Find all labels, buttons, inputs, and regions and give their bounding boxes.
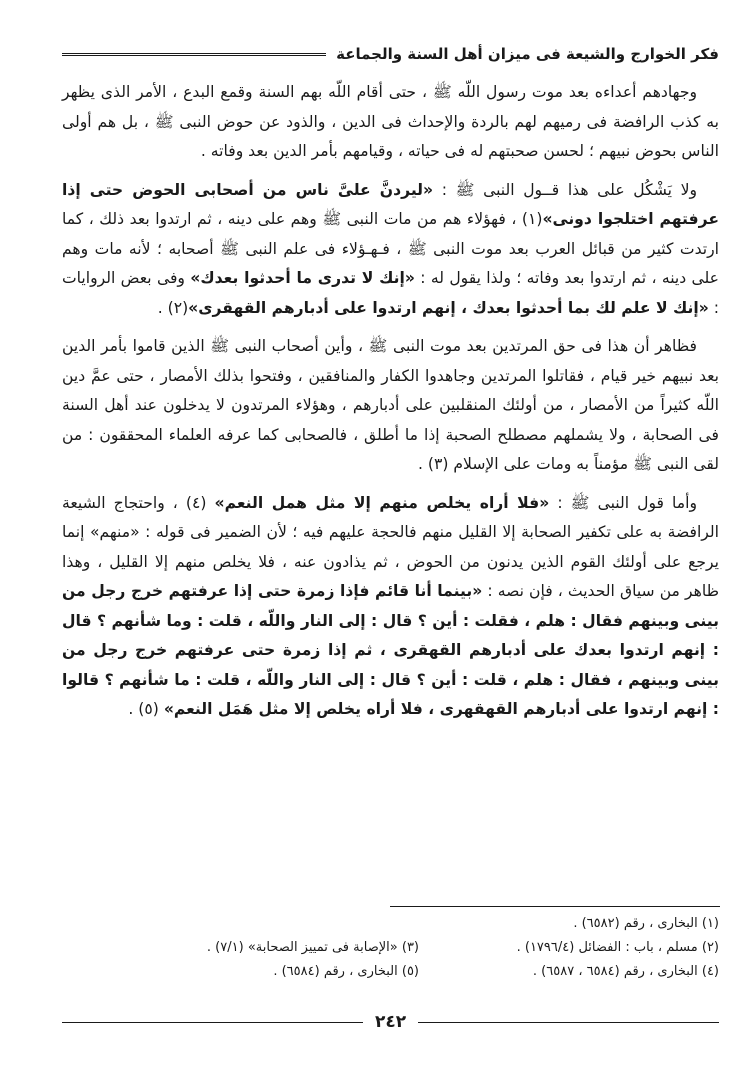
paragraph-3-text: فظاهر أن هذا فى حق المرتدين بعد موت النبى ﷺ ، وأين أصحاب النبى ﷺ الذين قاموا بأمر الدين بعد نبيهم خير قيام ، فقاتلوا المرتدين وجاهدوا الكفار والمنافقين ، وفتحوا بذلك الأمصار ، حتى عمَّ دين اللّه كثيراً من الأمصار ، من أولئك المنقلبين على أدبارهم ، وهؤلاء المرتدون لا يدخلون عند أهل السنة فى الصحابة ، ولا يشملهم مصطلح الصحبة إذا ما أطلق ، فالصحابى كما عرفه العلماء المحققون : من لقى النبى ﷺ مؤمناً به ومات على الإسلام (٣) . bbox=[62, 337, 719, 473]
hadith-quote-3: «إنك لا علم لك بما أحدثوا بعدك ، إنهم ارتدوا على أدبارهم القهقرى» bbox=[188, 298, 709, 317]
page-number: ٢٤٢ bbox=[374, 1012, 407, 1032]
paragraph-1-text: وجهادهم أعداءه بعد موت رسول اللّه ﷺ ، حتى أقام اللّه بهم السنة وقمع البدع ، الأمر الذى يظهر به كذب الرافضة فى رميهم لهم بالردة والإحداث فى الدين ، والذود عن حوض النبى ﷺ ، بل هم أولى الناس بحوض نبيهم ؛ لحسن صحبتهم له فى حياته ، وقيامهم بأمر الدين بعد وفاته . bbox=[62, 83, 719, 160]
footnote-row-1 bbox=[62, 912, 719, 936]
paragraph-2-text-2: (١) ، فهؤلاء هم من مات النبى ﷺ وهم على دينه ، ثم ارتدوا بعد ذلك ، كما ارتدت كثير من قبائل العرب بعد موت النبى ﷺ ، فـهـؤلاء فى علم النبى ﷺ أصحابه ؛ لأنه مات وهم على دينه ، ثم ارتدوا بعد وفاته ؛ ولذا يقول له : bbox=[62, 210, 719, 287]
page-number-bar bbox=[62, 1010, 719, 1034]
paragraph-4-text-2: (٤) ، واحتجاج الشيعة الرافضة به على تكفير الصحابة إلا القليل منهم فالحجة عليهم فيه ؛ لأن الضمير فى قوله : «منهم» إنما يرجع على أولئك القوم الذين يدنون من الحوض ، ثم يذادون عنه ، فلا يخلص منهم إلا القليل ، وهذا ظاهر من سياق الحديث ، فإن نصه : bbox=[62, 493, 719, 600]
page-number-rule-left bbox=[62, 1022, 363, 1023]
footnotes bbox=[62, 912, 719, 984]
paragraph-2-text-3: وفى بعض الروايات : bbox=[62, 269, 719, 317]
body-text bbox=[62, 78, 719, 734]
footnote-3: (٣) «الإصابة فى تمييز الصحابة» (٧/١) . bbox=[206, 940, 419, 955]
paragraph-1 bbox=[62, 78, 719, 167]
hadith-quote-1: «ليردنَّ علىَّ ناس من أصحابى الحوض حتى إذا عرفتهم اختلجوا دونى» bbox=[62, 180, 719, 228]
paragraph-3 bbox=[62, 332, 719, 480]
footnote-1: (١) البخارى ، رقم (٦٥٨٢) . bbox=[573, 916, 719, 931]
footnote-5: (٥) البخارى ، رقم (٦٥٨٤) . bbox=[273, 964, 419, 979]
paragraph-2-text-1: ولا يَشْكُل على هذا قــول النبى ﷺ : bbox=[433, 180, 697, 199]
paragraph-4-text-1: وأما قول النبى ﷺ : bbox=[549, 493, 697, 512]
footnote-row-3 bbox=[62, 960, 719, 984]
footnote-separator bbox=[390, 906, 720, 907]
header-double-rule bbox=[62, 53, 326, 56]
footnote-2: (٢) مسلم ، باب : الفضائل (١٧٩٦/٤) . bbox=[516, 940, 719, 955]
hadith-quote-5: «بينما أنا قائم فإذا زمرة حتى إذا عرفتهم خرج رجل من بينى وبينهم فقال : هلم ، فقلت : أين ؟ قال : إلى النار واللّه ، قلت : وما شأنهم ؟ قال : إنهم ارتدوا بعدك على أدبارهم القهقرى ، ثم إذا زمرة حتى عرفتهم خرج رجل من بينى وبينهم ، فقال : هلم ، قلت : أين ؟ قال : إلى النار واللّه ، قلت : ما شأنهم ؟ قالوا : إنهم ارتدوا على أدبارهم القهقهرى ، فلا أراه يخلص إلا مثل هَمَل النعم» bbox=[62, 582, 719, 718]
paragraph-2 bbox=[62, 176, 719, 324]
running-header-title: فكر الخوارج والشيعة فى ميزان أهل السنة والجماعة bbox=[336, 45, 719, 63]
paragraph-4 bbox=[62, 489, 719, 725]
hadith-quote-2: «إنك لا تدرى ما أحدثوا بعدك» bbox=[190, 269, 415, 287]
running-header bbox=[62, 40, 719, 68]
paragraph-4-text-3: (٥) . bbox=[128, 700, 164, 718]
hadith-quote-4: «فلا أراه يخلص منهم إلا مثل همل النعم» bbox=[214, 493, 550, 512]
footnote-row-2 bbox=[62, 936, 719, 960]
page-number-rule-right bbox=[418, 1022, 719, 1023]
footnote-4: (٤) البخارى ، رقم (٦٥٨٤ ، ٦٥٨٧) . bbox=[532, 964, 719, 979]
paragraph-2-text-4: (٢) . bbox=[157, 298, 189, 317]
